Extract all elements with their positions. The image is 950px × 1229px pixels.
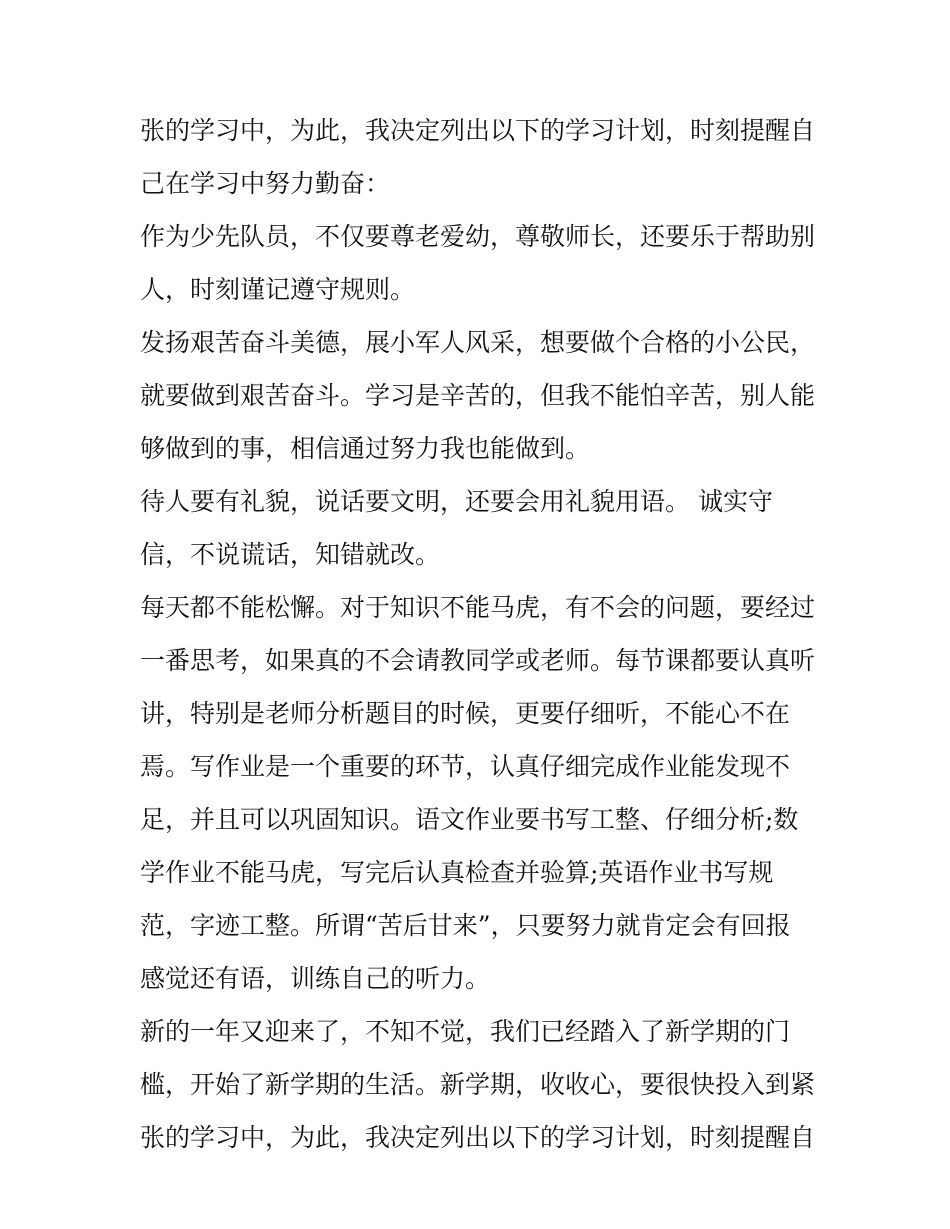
text-line: 学作业不能马虎，写完后认真检查并验算;英语作业书写规: [140, 858, 774, 887]
text-line: 新的一年又迎来了，不知不觉，我们已经踏入了新学期的门: [140, 1017, 791, 1046]
text-line: 张的学习中，为此，我决定列出以下的学习计划，时刻提醒自: [140, 1123, 816, 1152]
text-line: 够做到的事，相信通过努力我也能做到。: [140, 434, 591, 463]
text-line: 发扬艰苦奋斗美德，展小军人风采，想要做个合格的小公民，: [140, 328, 816, 357]
text-line: 范，字迹工整。所谓“苦后甘来”，只要努力就肯定会有回报: [140, 911, 791, 940]
text-line: 信，不说谎话，知错就改。: [140, 540, 441, 569]
text-line: 就要做到艰苦奋斗。学习是辛苦的，但我不能怕辛苦，别人能: [140, 381, 816, 410]
text-line: 讲，特别是老师分析题目的时候，更要仔细听，不能心不在: [140, 699, 791, 728]
text-line: 作为少先队员，不仅要尊老爱幼，尊敬师长，还要乐于帮助别: [140, 222, 816, 251]
text-line: 一番思考，如果真的不会请教同学或老师。每节课都要认真听: [140, 646, 816, 675]
text-line: 人，时刻谨记遵守规则。: [140, 275, 416, 304]
text-line: 焉。写作业是一个重要的环节，认真仔细完成作业能发现不: [140, 752, 791, 781]
document-body: [140, 109, 830, 1169]
text-line: 待人要有礼貌，说话要文明，还要会用礼貌用语。 诚实守: [140, 487, 773, 516]
text-line: 足，并且可以巩固知识。语文作业要书写工整、仔细分析;数: [140, 805, 799, 834]
text-line: 张的学习中，为此，我决定列出以下的学习计划，时刻提醒自: [140, 116, 816, 145]
text-line: 槛，开始了新学期的生活。新学期，收收心，要很快投入到紧: [140, 1070, 816, 1099]
text-line: 己在学习中努力勤奋：: [140, 169, 391, 198]
text-line: 每天都不能松懈。对于知识不能马虎，有不会的问题，要经过: [140, 593, 816, 622]
text-line: 感觉还有语，训练自己的听力。: [140, 964, 491, 993]
